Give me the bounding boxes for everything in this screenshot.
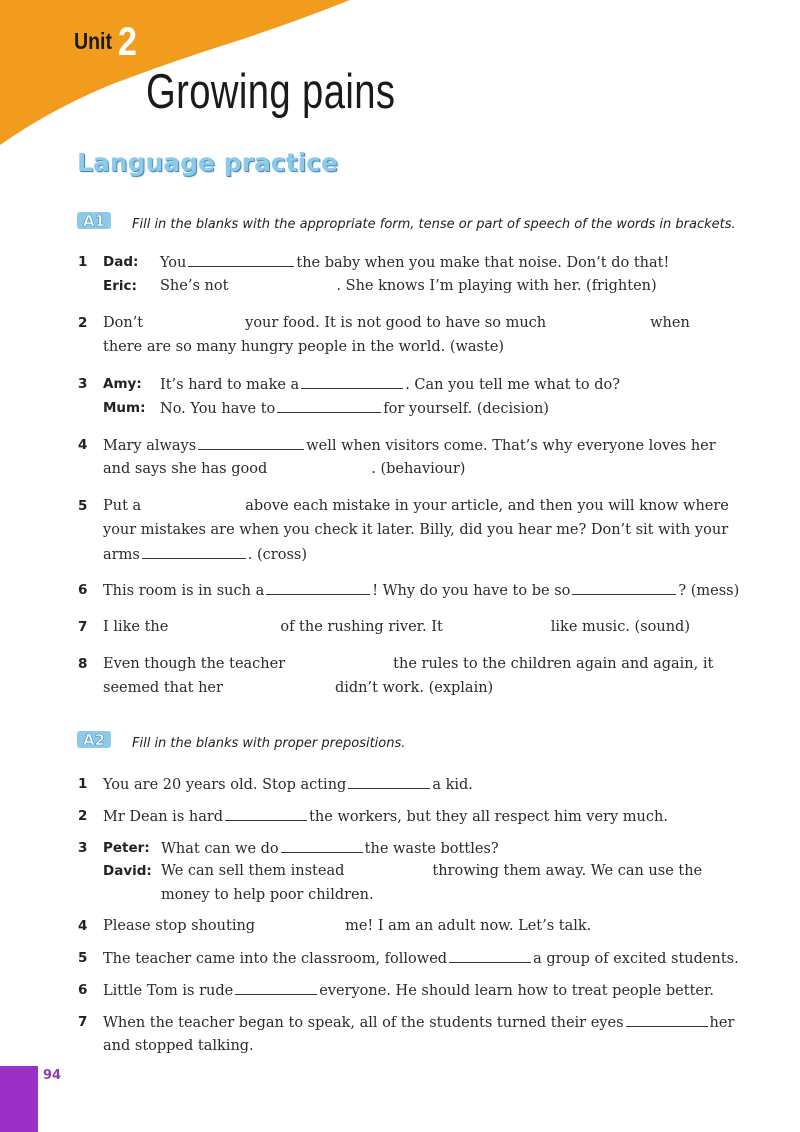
answer-blank[interactable] <box>572 581 676 595</box>
item-number: 6 <box>78 582 88 598</box>
answer-blank[interactable] <box>188 253 294 267</box>
line: Mr Dean is hard the workers, but they all respect him very much. <box>103 809 668 825</box>
line: I like the of the rushing river. It like music. (sound) <box>103 619 690 635</box>
line: Mary always well when visitors come. That’s why everyone loves her <box>103 438 716 454</box>
answer-blank[interactable] <box>626 1013 708 1027</box>
line: Don’t your food. It is not good to have so much when <box>103 315 690 331</box>
answer-blank[interactable] <box>449 949 531 963</box>
a1-instruction: Fill in the blanks with the appropriate form, tense or part of speech of the words in brackets. <box>132 217 736 232</box>
line: and says she has good . (behaviour) <box>103 461 466 477</box>
line: We can sell them instead throwing them away. We can use the <box>161 863 703 879</box>
answer-blank[interactable] <box>142 545 246 559</box>
answer-blank[interactable] <box>225 807 307 821</box>
line: You the baby when you make that noise. Don’t do that! <box>160 255 670 271</box>
line: She’s not . She knows I’m playing with her. (frighten) <box>160 278 657 294</box>
line: You are 20 years old. Stop acting a kid. <box>103 777 473 793</box>
line: and stopped talking. <box>103 1038 254 1054</box>
page-number: 94 <box>43 1068 62 1083</box>
unit-word: Unit <box>74 28 113 54</box>
answer-blank[interactable] <box>235 981 317 995</box>
answer-blank[interactable] <box>198 436 304 450</box>
speaker: Peter: <box>103 840 150 856</box>
badge-a1-text: A1 <box>82 212 106 230</box>
item-number: 2 <box>78 808 88 824</box>
line: Even though the teacher the rules to the children again and again, it <box>103 656 714 672</box>
line: It’s hard to make a . Can you tell me what to do? <box>160 377 620 393</box>
unit-number: 2 <box>118 20 137 64</box>
line: No. You have to for yourself. (decision) <box>160 401 549 417</box>
unit-title: Growing pains <box>146 65 396 119</box>
line: seemed that her didn’t work. (explain) <box>103 680 494 696</box>
item-number: 4 <box>78 918 88 934</box>
item-number: 3 <box>78 840 88 856</box>
line: The teacher came into the classroom, followed a group of excited students. <box>103 951 739 967</box>
line: Please stop shouting me! I am an adult now. Let’s talk. <box>103 918 592 934</box>
line: This room is in such a ! Why do you have to be so ? (mess) <box>103 583 740 599</box>
answer-blank[interactable] <box>277 399 381 413</box>
line: When the teacher began to speak, all of the students turned their eyes her <box>103 1015 735 1031</box>
answer-blank[interactable] <box>348 775 430 789</box>
exercise-badge-a1 <box>76 210 112 230</box>
page-edge-tab <box>0 1066 38 1132</box>
item-number: 1 <box>78 254 88 270</box>
line: What can we do the waste bottles? <box>161 841 499 857</box>
exercise-badge-a2 <box>76 729 112 749</box>
a2-instruction: Fill in the blanks with proper prepositions. <box>132 736 406 751</box>
item-number: 5 <box>78 498 88 514</box>
line: Little Tom is rude everyone. He should learn how to treat people better. <box>103 983 714 999</box>
unit-label <box>74 20 137 64</box>
item-number: 2 <box>78 315 88 331</box>
line: arms . (cross) <box>103 547 307 563</box>
section-heading: Language practice <box>77 148 338 177</box>
item-number: 5 <box>78 950 88 966</box>
item-number: 3 <box>78 376 88 392</box>
speaker: Eric: <box>103 278 137 294</box>
item-number: 7 <box>78 1014 88 1030</box>
item-number: 6 <box>78 982 88 998</box>
badge-a2-text: A2 <box>82 731 106 749</box>
speaker: Dad: <box>103 254 139 270</box>
item-number: 4 <box>78 437 88 453</box>
item-number: 8 <box>78 656 88 672</box>
item-number: 1 <box>78 776 88 792</box>
speaker: Amy: <box>103 376 142 392</box>
line: Put a above each mistake in your article, and then you will know where <box>103 498 729 514</box>
item-number: 7 <box>78 619 88 635</box>
answer-blank[interactable] <box>266 581 370 595</box>
line: your mistakes are when you check it later. Billy, did you hear me? Don’t sit with your <box>103 522 729 538</box>
line: money to help poor children. <box>161 887 374 903</box>
speaker: Mum: <box>103 400 146 416</box>
answer-blank[interactable] <box>301 375 403 389</box>
line: there are so many hungry people in the world. (waste) <box>103 339 505 355</box>
speaker: David: <box>103 863 152 879</box>
answer-blank[interactable] <box>281 839 363 853</box>
